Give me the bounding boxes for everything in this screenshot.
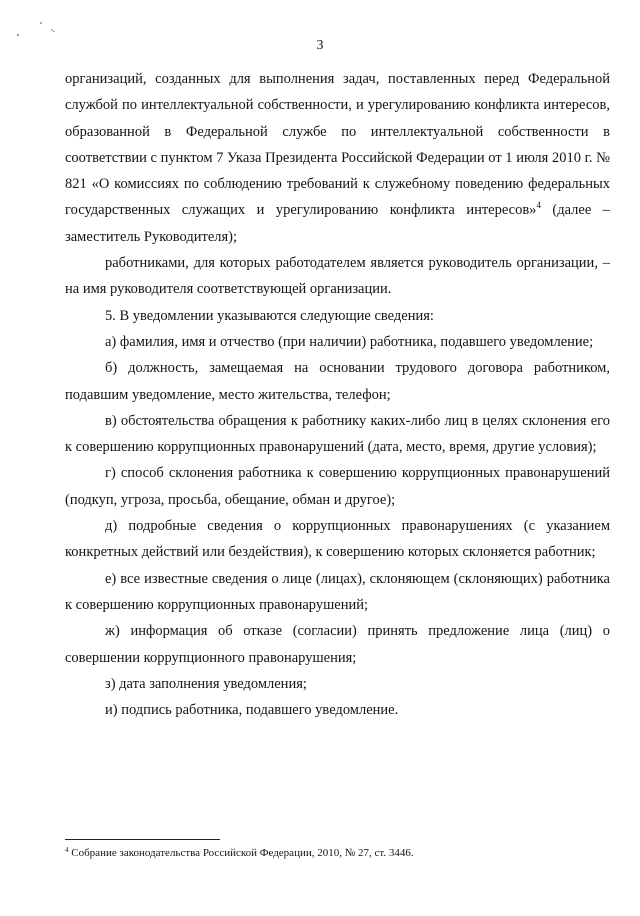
list-item-a: а) фамилия, имя и отчество (при наличии) работника, подавшего уведомление;	[105, 333, 594, 350]
footnote-reference: 4	[536, 200, 541, 211]
list-item-v: в) обстоятельства обращения к работнику каких-либо лиц в целях склонения его к совершению коррупционных правонарушений (дата, место, время, другие условия);	[65, 412, 610, 456]
page-number: 3	[316, 38, 324, 53]
footnote	[65, 846, 610, 860]
list-item-b: б) должность, замещаемая на основании трудового договора работником, подавшим уведомление, место жительства, телефон;	[65, 360, 610, 403]
document-body	[65, 66, 610, 723]
list-item-g: г) способ склонения работника к совершению коррупционных правонарушений (подкуп, угроза, просьба, обещание, обман и другое);	[65, 465, 610, 508]
footnote-mark: 4	[65, 846, 69, 854]
paragraph-text-after-ref: (далее – заместитель Руководителя);	[65, 202, 610, 245]
list-item-z: з) дата заполнения уведомления;	[105, 675, 307, 692]
paragraph-employees-of-organizations: работниками, для которых работодателем является руководитель организации, – на имя руководителя соответствующей организации.	[65, 255, 610, 298]
list-item-i: и) подпись работника, подавшего уведомление.	[105, 702, 399, 719]
list-item-e: е) все известные сведения о лице (лицах), склоняющем (склоняющих) работника к совершению коррупционных правонарушений;	[65, 570, 610, 613]
footnote-text: Собрание законодательства Российской Федерации, 2010, № 27, ст. 3446.	[68, 847, 414, 859]
paragraph-continuation	[65, 66, 610, 250]
paragraph-item-5: 5. В уведомлении указываются следующие сведения:	[105, 307, 434, 324]
paragraph-text: организаций, созданных для выполнения задач, поставленных перед Федеральной службой по интеллектуальной собственности, и урегулированию конфликта интересов, образованной в Федеральной службе по интеллектуальной собственности в соответствии с пунктом 7 Указа Президента Российской Федерации от 1 июля 2010 г. № 821 «О комиссиях по соблюдению требований к служебному поведению федеральных государственных служащих и урегулированию конфликта интересов»	[65, 71, 610, 219]
list-item-d: д) подробные сведения о коррупционных правонарушениях (с указанием конкретных действий или бездействия), к совершению которых склоняется работник;	[65, 518, 610, 561]
footnote-divider	[65, 839, 220, 840]
list-item-zh: ж) информация об отказе (согласии) принять предложение лица (лиц) о совершении коррупционного правонарушения;	[65, 623, 610, 666]
